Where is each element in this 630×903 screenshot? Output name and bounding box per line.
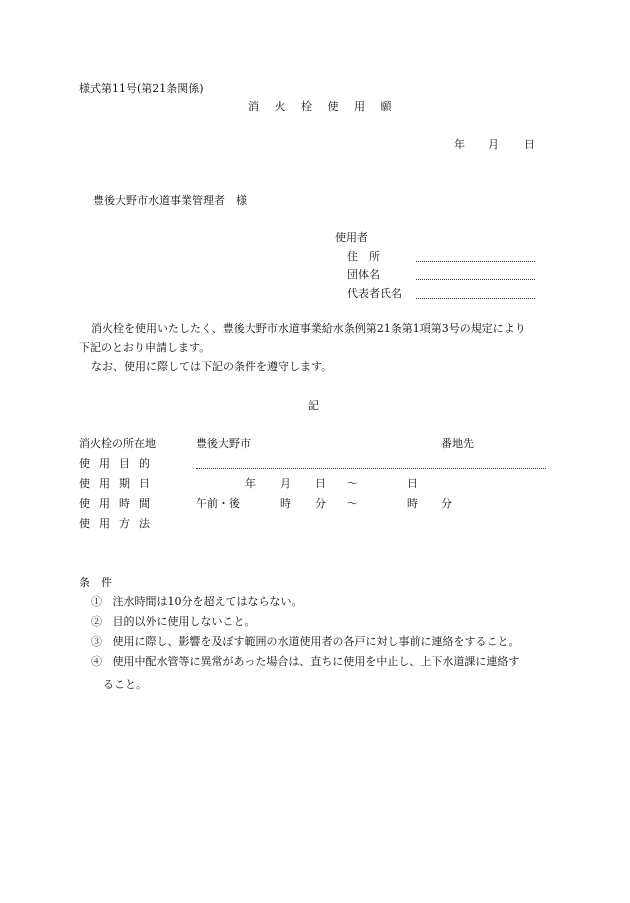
condition-item-4-continued: ること。	[103, 678, 147, 691]
rep-field[interactable]	[416, 298, 535, 299]
condition-item-3	[91, 632, 520, 652]
address-label: 住 所	[347, 250, 380, 263]
time-minute: 分	[315, 497, 326, 510]
org-field[interactable]	[416, 279, 535, 280]
condition-item-4	[91, 652, 519, 672]
period-month: 月	[280, 477, 291, 490]
body-line-1: 消火栓を使用いたしたく、豊後大野市水道事業給水条例第21条第1項第3号の規定により	[91, 322, 526, 335]
time-tilde: ～	[347, 497, 358, 510]
rep-label: 代表者氏名	[347, 287, 402, 300]
time-minute-end: 分	[441, 497, 452, 510]
date-day: 日	[524, 138, 535, 151]
purpose-label: 使用目的	[79, 457, 159, 470]
period-day-end: 日	[407, 477, 418, 490]
location-city: 豊後大野市	[196, 437, 251, 450]
location-label: 消火栓の所在地	[79, 437, 156, 450]
period-tilde: ～	[347, 477, 358, 490]
method-label: 使用方法	[79, 517, 159, 530]
purpose-field[interactable]	[196, 468, 546, 469]
period-day: 日	[315, 477, 326, 490]
org-label: 団体名	[347, 268, 380, 281]
form-number: 様式第11号(第21条関係)	[79, 82, 204, 95]
location-suffix: 番地先	[441, 437, 474, 450]
body-line-2: 下記のとおり申請します。	[79, 341, 211, 354]
address-field[interactable]	[416, 261, 535, 262]
condition-number: ①	[91, 595, 102, 608]
condition-item-2	[91, 612, 256, 632]
document-title: 消 火 栓 使 用 願	[248, 100, 398, 113]
addressee: 豊後大野市水道事業管理者 様	[93, 194, 247, 207]
period-year: 年	[245, 477, 256, 490]
condition-text: 使用中配水管等に異常があった場合は、直ちに使用を中止し、上下水道課に連絡す	[112, 655, 520, 668]
condition-number: ③	[91, 635, 102, 648]
time-hour-end: 時	[407, 497, 418, 510]
period-label: 使用期日	[79, 477, 159, 490]
conditions-heading: 条 件	[79, 576, 112, 589]
condition-item-1	[91, 592, 303, 612]
condition-text: 使用に際し、影響を及ぼす範囲の水道使用者の各戸に対し事前に連絡をすること。	[112, 635, 520, 648]
date-year: 年	[454, 138, 465, 151]
condition-text: 注水時間は10分を超えてはならない。	[112, 595, 303, 608]
condition-number: ②	[91, 615, 102, 628]
time-hour: 時	[280, 497, 291, 510]
condition-text: 目的以外に使用しないこと。	[112, 615, 256, 628]
time-label: 使用時間	[79, 497, 159, 510]
time-ampm: 午前・後	[196, 497, 240, 510]
ki-heading: 記	[308, 399, 319, 412]
date-month: 月	[488, 138, 499, 151]
condition-number: ④	[91, 655, 102, 668]
applicant-heading: 使用者	[335, 231, 368, 244]
body-line-3: なお、使用に際しては下記の条件を遵守します。	[91, 360, 333, 373]
